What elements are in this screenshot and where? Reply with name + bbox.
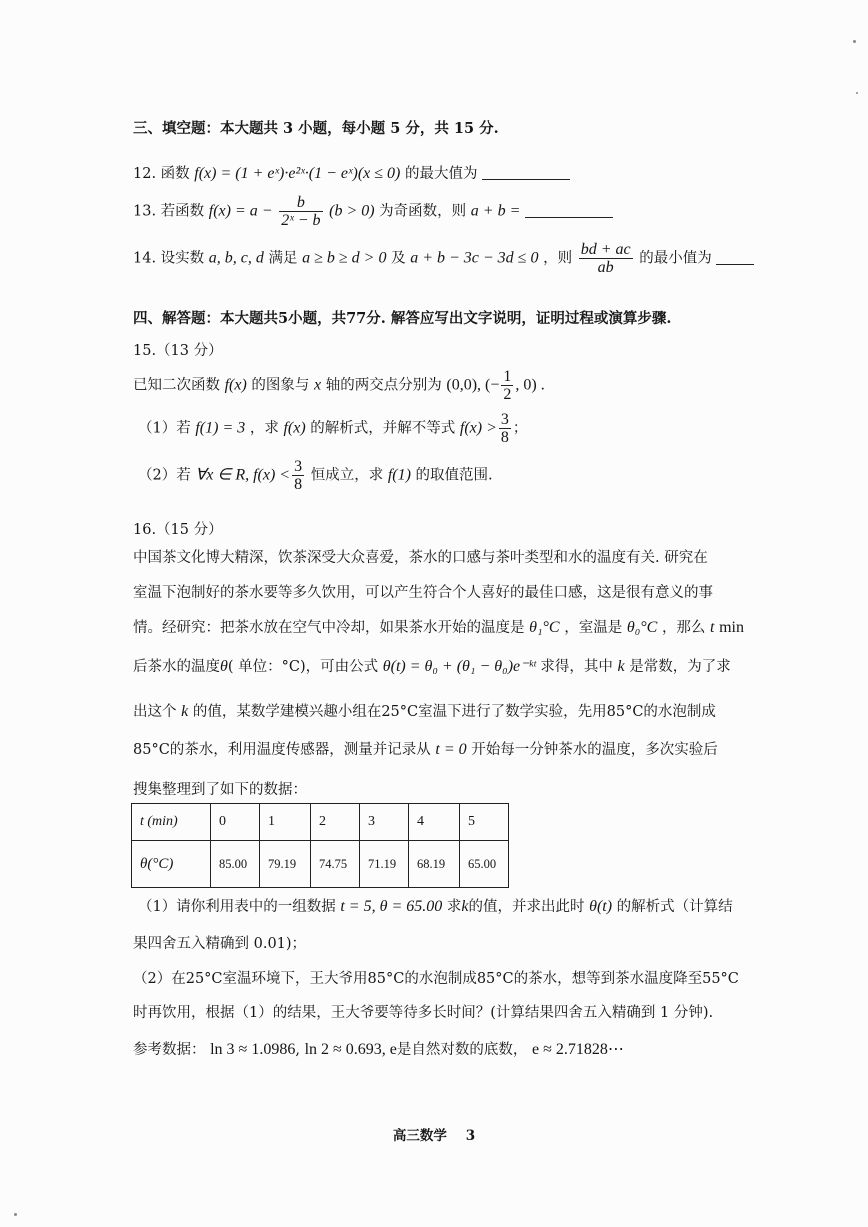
q13-lhs: f(x) = a −	[208, 202, 273, 220]
q16-p1-a: （1）请你利用表中的一组数据	[138, 899, 336, 915]
q16-line6	[133, 738, 718, 759]
q16-ref-a: 参考数据：	[133, 1042, 206, 1058]
q16-line1	[133, 546, 708, 567]
q16-l6-a: 85°C的茶水，利用温度传感器，测量并记录从	[133, 742, 431, 758]
table-cell-theta-1: 79.19	[260, 841, 311, 888]
q15-stem-f: f(x)	[224, 376, 247, 394]
q15-p2-c: 的取值范围.	[415, 467, 493, 484]
q16-line7-text: 搜集整理到了如下的数据：	[133, 782, 307, 798]
table-cell-t-4: 4	[409, 804, 460, 841]
table-cell-theta-5: 65.00	[460, 841, 509, 888]
q16-line4	[133, 655, 731, 676]
q15-p2-fraction	[292, 458, 304, 493]
q14-text2: 及	[391, 250, 406, 267]
table-cell-t-1: 1	[260, 804, 311, 841]
q16-ref-b: 是自然对数的底数，	[396, 1042, 528, 1058]
q13-fraction	[279, 194, 322, 229]
q15-p1-b: ，求	[249, 420, 279, 437]
q15-p1-end: ；	[512, 420, 528, 437]
table-header-theta-text: θ(°C)	[140, 855, 174, 872]
q15-stem-a: 已知二次函数	[133, 377, 220, 394]
table-cell-theta-4: 68.19	[409, 841, 460, 888]
q16-l3-c: ，那么	[661, 620, 706, 636]
table-cell-theta-0: 85.00	[211, 841, 260, 888]
q15-p2-num: 3	[294, 458, 303, 475]
q15-p1-ineq: f(x) >	[459, 419, 497, 437]
q16-p2-l1-text: （2）在25°C室温环境下，王大爷用85°C的水泡制成85°C的茶水，想等到茶水温度降至55°C	[133, 971, 739, 987]
q13-condition: (b > 0)	[329, 202, 375, 220]
q16-part2-line2	[133, 1001, 713, 1022]
q16-p1-data: t = 5, θ = 65.00	[340, 898, 443, 915]
q15-stem-x: x	[314, 376, 322, 394]
table-row-theta	[132, 841, 509, 888]
q15-stem-b: 的图象与	[251, 377, 310, 394]
q16-l5-a: 出这个	[133, 704, 177, 720]
table-cell-theta-2: 74.75	[311, 841, 360, 888]
q15-title-text: 15.（13 分）	[133, 343, 223, 359]
q12-number: 12. 函数	[133, 166, 190, 182]
q15-part1	[138, 411, 527, 446]
q15-p2-den: 8	[294, 476, 303, 493]
q15-p2-f1: f(1)	[387, 466, 411, 484]
q16-l5-k: k	[181, 703, 189, 720]
q15-half-num: 1	[503, 368, 512, 385]
q12-expression: f(x) = (1 + eˣ)·e²ˣ·(1 − eˣ)(x ≤ 0)	[194, 165, 401, 182]
q15-p1-den: 8	[500, 429, 509, 446]
table-cell-theta-3: 71.19	[360, 841, 409, 888]
q16-l4-b: ( 单位：°C)，可由公式	[227, 659, 379, 675]
q16-l3-theta1: θ₁°C	[529, 619, 560, 636]
q15-stem-end: , 0) .	[515, 376, 545, 394]
q15-stem	[133, 368, 545, 403]
table-cell-t-3: 3	[360, 804, 409, 841]
section4-header	[133, 307, 671, 328]
q16-l3-t: t	[710, 619, 715, 636]
q16-l4-formula: θ(t) = θ₀ + (θ₁ − θ₀)e⁻ᵏᵗ	[382, 658, 536, 675]
q16-reference-data: 参考数据： ln 3 ≈ 1.0986, ln 2 ≈ 0.693, e是自然对数的底数， e ≈ 2.71828⋯	[133, 1041, 624, 1058]
table-row-t	[132, 804, 509, 841]
q14-cond2: a + b − 3c − 3d ≤ 0	[410, 249, 539, 267]
q16-line7	[133, 778, 307, 799]
table-cell-t-2: 2	[311, 804, 360, 841]
q13-frac-num: b	[279, 194, 322, 212]
q16-line5	[133, 700, 716, 721]
q16-l3-a: 情。经研究：把茶水放在空气中冷却，如果茶水开始的温度是	[133, 620, 525, 636]
q13-ask: a + b =	[470, 202, 521, 220]
q13-mid-text: 为奇函数，则	[379, 203, 467, 220]
q16-l6-t0: t = 0	[435, 741, 467, 758]
q14-fraction	[579, 241, 633, 276]
q14-text3: ，则	[543, 250, 573, 267]
q15-stem-c: 轴的两交点分别为	[325, 377, 442, 394]
q13-frac-den: 2ˣ − b	[281, 212, 321, 229]
q16-title-text: 16.（15 分）	[133, 522, 223, 538]
table-header-t	[132, 804, 211, 841]
q14-cond1: a ≥ b ≥ d > 0	[302, 249, 387, 267]
section4-header-text: 四、解答题：本大题共5小题，共77分. 解答应写出文字说明，证明过程或演算步骤.	[133, 310, 672, 327]
q16-l4-a: 后茶水的温度	[133, 659, 220, 675]
q15-p1-f1: f(1) = 3	[195, 419, 246, 437]
q16-p1-ft: θ(t)	[589, 898, 613, 915]
q15-p1-a: （1）若	[138, 420, 191, 437]
q15-p2-a: （2）若	[138, 467, 191, 484]
q15-half-den: 2	[503, 386, 512, 403]
table-cell-t-5: 5	[460, 804, 509, 841]
q16-l3-theta0: θ₀°C	[626, 619, 658, 636]
question-13	[133, 194, 613, 229]
table-header-t-text: t (min)	[140, 814, 178, 829]
q16-l4-c: 求得，其中	[540, 659, 613, 675]
q12-answer-blank	[482, 165, 570, 180]
q16-l5-b: 的值，某数学建模兴趣小组在25°C室温下进行了数学实验，先用85°C的水泡制成	[192, 704, 716, 720]
q14-frac-num: bd + ac	[580, 241, 631, 258]
q14-text1: 满足	[268, 250, 298, 267]
q14-number: 14. 设实数	[133, 250, 205, 267]
section3-header	[133, 117, 499, 138]
temperature-table	[131, 803, 509, 888]
q16-l4-d: 是常数，为了求	[629, 659, 731, 675]
q16-line2	[133, 581, 713, 602]
q16-l4-theta: θ	[220, 658, 228, 675]
q13-answer-blank	[525, 203, 613, 218]
q15-half-fraction	[501, 368, 513, 403]
q15-p1-c: 的解析式，并解不等式	[310, 420, 456, 437]
q16-p1-c: 的值，并求出此时	[468, 899, 585, 915]
q15-stem-points: (0,0), (−	[446, 376, 500, 394]
q16-p1-b: 求	[446, 899, 462, 915]
section3-header-text: 三、填空题：本大题共 3 小题，每小题 5 分，共 15 分.	[133, 120, 499, 137]
q16-p1-d: 的解析式（计算结	[616, 899, 733, 915]
page-footer	[0, 1124, 868, 1144]
q16-title	[133, 518, 223, 539]
q15-p2-b: 恒成立，求	[310, 467, 384, 484]
q15-p1-f: f(x)	[283, 419, 306, 437]
q16-ref-e: e ≈ 2.71828⋯	[532, 1041, 624, 1058]
scan-speck	[856, 92, 858, 94]
scan-speck	[853, 40, 856, 43]
page-footer-text: 高三数学 3	[392, 1128, 476, 1144]
q16-l3-b: ，室温是	[564, 620, 623, 636]
q16-l4-k: k	[617, 658, 625, 675]
q15-p1-num: 3	[500, 411, 509, 428]
q16-part2-line1	[133, 967, 739, 988]
q16-l3-min: min	[719, 619, 744, 636]
scan-speck	[14, 1213, 17, 1216]
q16-p1-k: k	[461, 898, 469, 915]
table-cell-t-0: 0	[211, 804, 260, 841]
table-header-theta	[132, 841, 211, 888]
q16-p2-l2-text: 时再饮用，根据（1）的结果，王大爷要等待多长时间？(计算结果四舍五入精确到 1 分钟).	[133, 1005, 714, 1021]
q16-ref-ln3: ln 3 ≈ 1.0986	[210, 1041, 296, 1058]
q15-part2	[138, 458, 493, 493]
q13-number: 13. 若函数	[133, 203, 205, 220]
q16-part1-line2	[133, 932, 306, 953]
q14-vars: a, b, c, d	[208, 249, 264, 267]
q15-title	[133, 339, 223, 360]
question-12	[133, 162, 570, 183]
q16-line2-text: 室温下泡制好的茶水要等多久饮用，可以产生符合个人喜好的最佳口感，这是很有意义的事	[133, 585, 713, 601]
q12-suffix: 的最大值为	[404, 166, 478, 182]
q16-line3	[133, 616, 744, 637]
q14-frac-den: ab	[597, 259, 614, 276]
q15-p1-fraction	[499, 411, 511, 446]
q14-answer-blank	[716, 250, 754, 265]
q14-text4: 的最小值为	[639, 250, 712, 267]
q16-ref-ln2: ln 2 ≈ 0.693, e	[304, 1041, 397, 1058]
q16-line1-text: 中国茶文化博大精深，饮茶深受大众喜爱，茶水的口感与茶叶类型和水的温度有关. 研究在	[133, 550, 708, 566]
q15-p2-cond: ∀x ∈ R, f(x) <	[195, 466, 291, 484]
q16-l6-b: 开始每一分钟茶水的温度，多次实验后	[471, 742, 718, 758]
question-14	[133, 241, 754, 276]
q16-part1	[138, 895, 733, 916]
q16-p1-l2-text: 果四舍五入精确到 0.01)；	[133, 936, 307, 952]
